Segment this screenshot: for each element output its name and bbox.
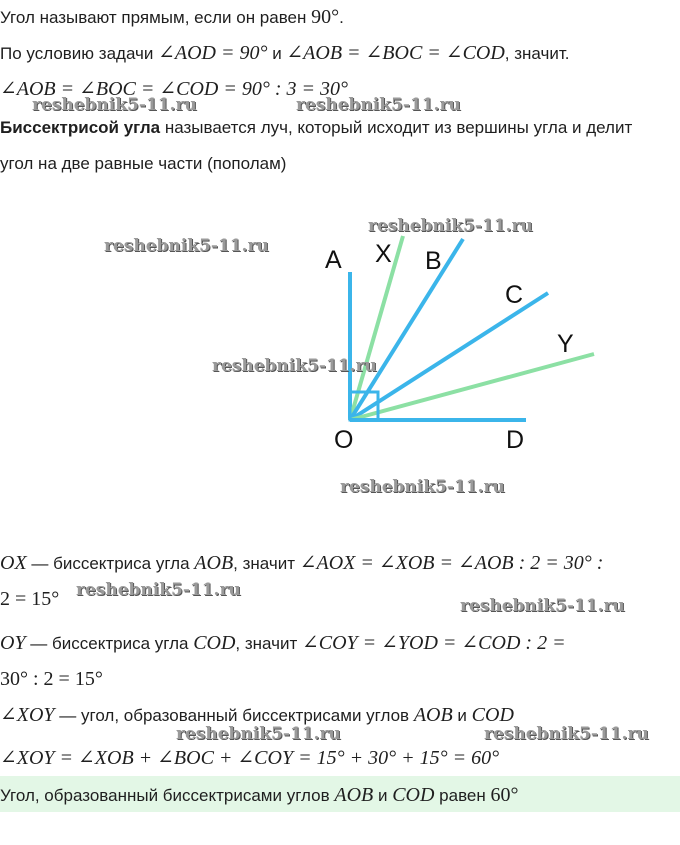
math: 30° : 2 = 15°: [0, 668, 103, 690]
math: AOB: [413, 704, 453, 726]
text: — угол, образованный биссектрисами углов: [54, 706, 414, 725]
math: ∠AOB = ∠BOC = ∠COD = 90° : 3 = 30°: [0, 78, 349, 100]
math: AOB: [194, 552, 234, 574]
math: ∠COY = ∠YOD = ∠COD : 2 =: [302, 632, 566, 654]
math: ∠XOY = ∠XOB + ∠BOC + ∠COY = 15° + 30° + 15° = 60°: [0, 747, 500, 769]
term-bold: Биссектрисой угла: [0, 118, 161, 137]
text: По условию задачи: [0, 44, 159, 63]
math: OX: [0, 552, 27, 574]
label-a: A: [325, 246, 342, 274]
text: , значит.: [504, 44, 570, 63]
label-c: C: [505, 281, 524, 309]
text: называется луч, который исходит из вершины угла и делит: [160, 118, 633, 137]
watermark: reshebnik5-11.ru: [484, 724, 649, 744]
text: равен: [434, 786, 491, 805]
label-o: O: [334, 426, 354, 454]
math: OY: [0, 632, 26, 654]
label-x: X: [375, 240, 392, 268]
text: — биссектриса угла: [26, 554, 195, 573]
text-line-8: [0, 632, 566, 655]
text: , значит: [233, 554, 300, 573]
watermark: reshebnik5-11.ru: [296, 95, 461, 115]
text-line-7: [0, 588, 59, 611]
label-d: D: [506, 426, 525, 454]
math: COD: [471, 704, 514, 726]
text-line-11: [0, 747, 499, 770]
text: — биссектриса угла: [25, 634, 194, 653]
text: угол на две равные части (пополам): [0, 154, 287, 173]
math: ∠AOX = ∠XOB = ∠AOB : 2 = 30° :: [299, 552, 604, 574]
math: 60°: [490, 784, 519, 806]
text-line-6: [0, 552, 603, 575]
text: Угол называют прямым, если он равен: [0, 8, 312, 27]
math: 2 = 15°: [0, 588, 60, 610]
watermark: reshebnik5-11.ru: [104, 236, 269, 256]
text: и: [267, 44, 287, 63]
math: COD: [193, 632, 236, 654]
text: и: [452, 706, 472, 725]
text-line-12-conclusion: [0, 784, 518, 807]
label-b: B: [425, 247, 442, 275]
watermark: reshebnik5-11.ru: [368, 216, 533, 236]
watermark: reshebnik5-11.ru: [460, 596, 625, 616]
watermark: reshebnik5-11.ru: [176, 724, 341, 744]
math: COD: [392, 784, 435, 806]
watermark: reshebnik5-11.ru: [212, 356, 377, 376]
label-y: Y: [557, 330, 574, 358]
math: ∠AOB = ∠BOC = ∠COD: [286, 42, 505, 64]
text-line-9: [0, 668, 103, 691]
math: ∠AOD = 90°: [158, 42, 268, 64]
text: .: [339, 8, 344, 27]
text: Угол, образованный биссектрисами углов: [0, 786, 335, 805]
watermark: reshebnik5-11.ru: [76, 580, 241, 600]
math: 90°: [311, 6, 340, 28]
text: , значит: [235, 634, 302, 653]
math: ∠XOY: [0, 704, 55, 726]
watermark: reshebnik5-11.ru: [340, 477, 505, 497]
text: и: [373, 786, 393, 805]
math: AOB: [334, 784, 374, 806]
watermark: reshebnik5-11.ru: [32, 95, 197, 115]
